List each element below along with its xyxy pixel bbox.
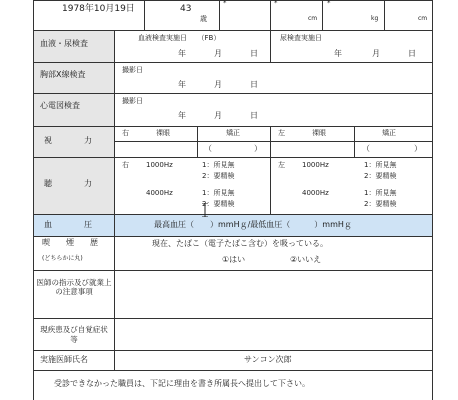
smoking-yes: ①はい [222, 255, 246, 264]
xray-label: 胸部X線検査 [40, 70, 86, 79]
marker-3: * [327, 0, 331, 7]
paren-close: ） [254, 144, 262, 153]
age-unit: 歳 [200, 15, 207, 23]
hearing-opt1: 1：所見無 [202, 189, 235, 197]
xray-date-label: 撮影日 [122, 66, 143, 74]
doctor-label: 実施医師氏名 [40, 355, 88, 364]
day-label: 日 [250, 80, 258, 89]
freq-1000-right: 1000Hz [146, 161, 173, 169]
bp-text: 最高血圧（ ）mmHｇ/最低血圧（ ）mmHｇ [154, 220, 352, 229]
freq-4000-right: 4000Hz [146, 189, 173, 197]
vision-label: 視 力 [44, 136, 92, 145]
birth-date: 1978年10月19日 [62, 4, 135, 14]
paren-close: ） [414, 144, 422, 153]
smoking-sublabel: (どちらかに丸) [42, 255, 83, 262]
waist-unit: cm [418, 15, 428, 22]
year-label: 年 [178, 111, 186, 120]
hearing-opt2: 2：要精検 [364, 172, 397, 180]
urine-date-label: 尿検査実施日 [280, 34, 322, 42]
paren-open: （ [362, 144, 370, 153]
marker-2: * [274, 0, 278, 7]
month-label: 月 [214, 80, 222, 89]
height-unit: cm [308, 15, 318, 22]
marker-1: * [223, 0, 227, 7]
corrected-label: 矯正 [226, 129, 240, 137]
month-label: 月 [214, 111, 222, 120]
ecg-date-label: 撮影日 [122, 97, 143, 105]
year-label: 年 [334, 49, 342, 58]
footer-note: 受診できなかった職員は、下記に理由を書き所属長へ提出して下さい。 [54, 379, 310, 388]
naked-eye-label: 裸眼 [156, 129, 170, 137]
blood-label: 血液・尿検査 [40, 39, 88, 48]
ecg-label: 心電図検査 [40, 101, 80, 110]
year-label: 年 [178, 49, 186, 58]
symptoms-label: 現疾患及び自覚症状等 [40, 325, 108, 344]
weight-unit: kg [371, 15, 379, 22]
hearing-opt1: 1：所見無 [364, 161, 397, 169]
freq-4000-left: 4000Hz [302, 189, 329, 197]
smoking-question: 現在、たばこ（電子たばこ含む）を吸っている。 [152, 239, 328, 248]
day-label: 日 [250, 111, 258, 120]
hearing-opt1: 1：所見無 [364, 189, 397, 197]
naked-eye-label: 裸眼 [312, 129, 326, 137]
hearing-opt2: 2：要精検 [364, 200, 397, 208]
day-label: 日 [250, 49, 258, 58]
corrected-label: 矯正 [382, 129, 396, 137]
smoking-label: 喫 煙 歴 [42, 238, 98, 247]
smoking-no: ②いいえ [290, 255, 322, 264]
paren-open: （ [204, 144, 212, 153]
doctor-name: サンコン次郎 [244, 355, 292, 364]
hearing-label: 聴 力 [44, 179, 92, 188]
hearing-opt2: 2：要精検 [202, 200, 235, 208]
text-cursor-icon [202, 203, 208, 217]
day-label: 日 [408, 49, 416, 58]
right-label: 右 [122, 161, 129, 169]
left-label: 左 [278, 161, 285, 169]
right-label: 右 [122, 129, 129, 137]
bp-label: 血 圧 [44, 220, 92, 229]
age-value: 43 [180, 4, 192, 14]
blood-date-label: 血液検査実施日 （FB） [138, 34, 221, 42]
instructions-label: 医師の指示及び就業上の注意事項 [36, 278, 112, 297]
left-label: 左 [278, 129, 285, 137]
month-label: 月 [372, 49, 380, 58]
month-label: 月 [214, 49, 222, 58]
hearing-opt1: 1：所見無 [202, 161, 235, 169]
year-label: 年 [178, 80, 186, 89]
freq-1000-left: 1000Hz [302, 161, 329, 169]
hearing-opt2: 2：要精検 [202, 172, 235, 180]
form-sheet [33, 0, 433, 400]
